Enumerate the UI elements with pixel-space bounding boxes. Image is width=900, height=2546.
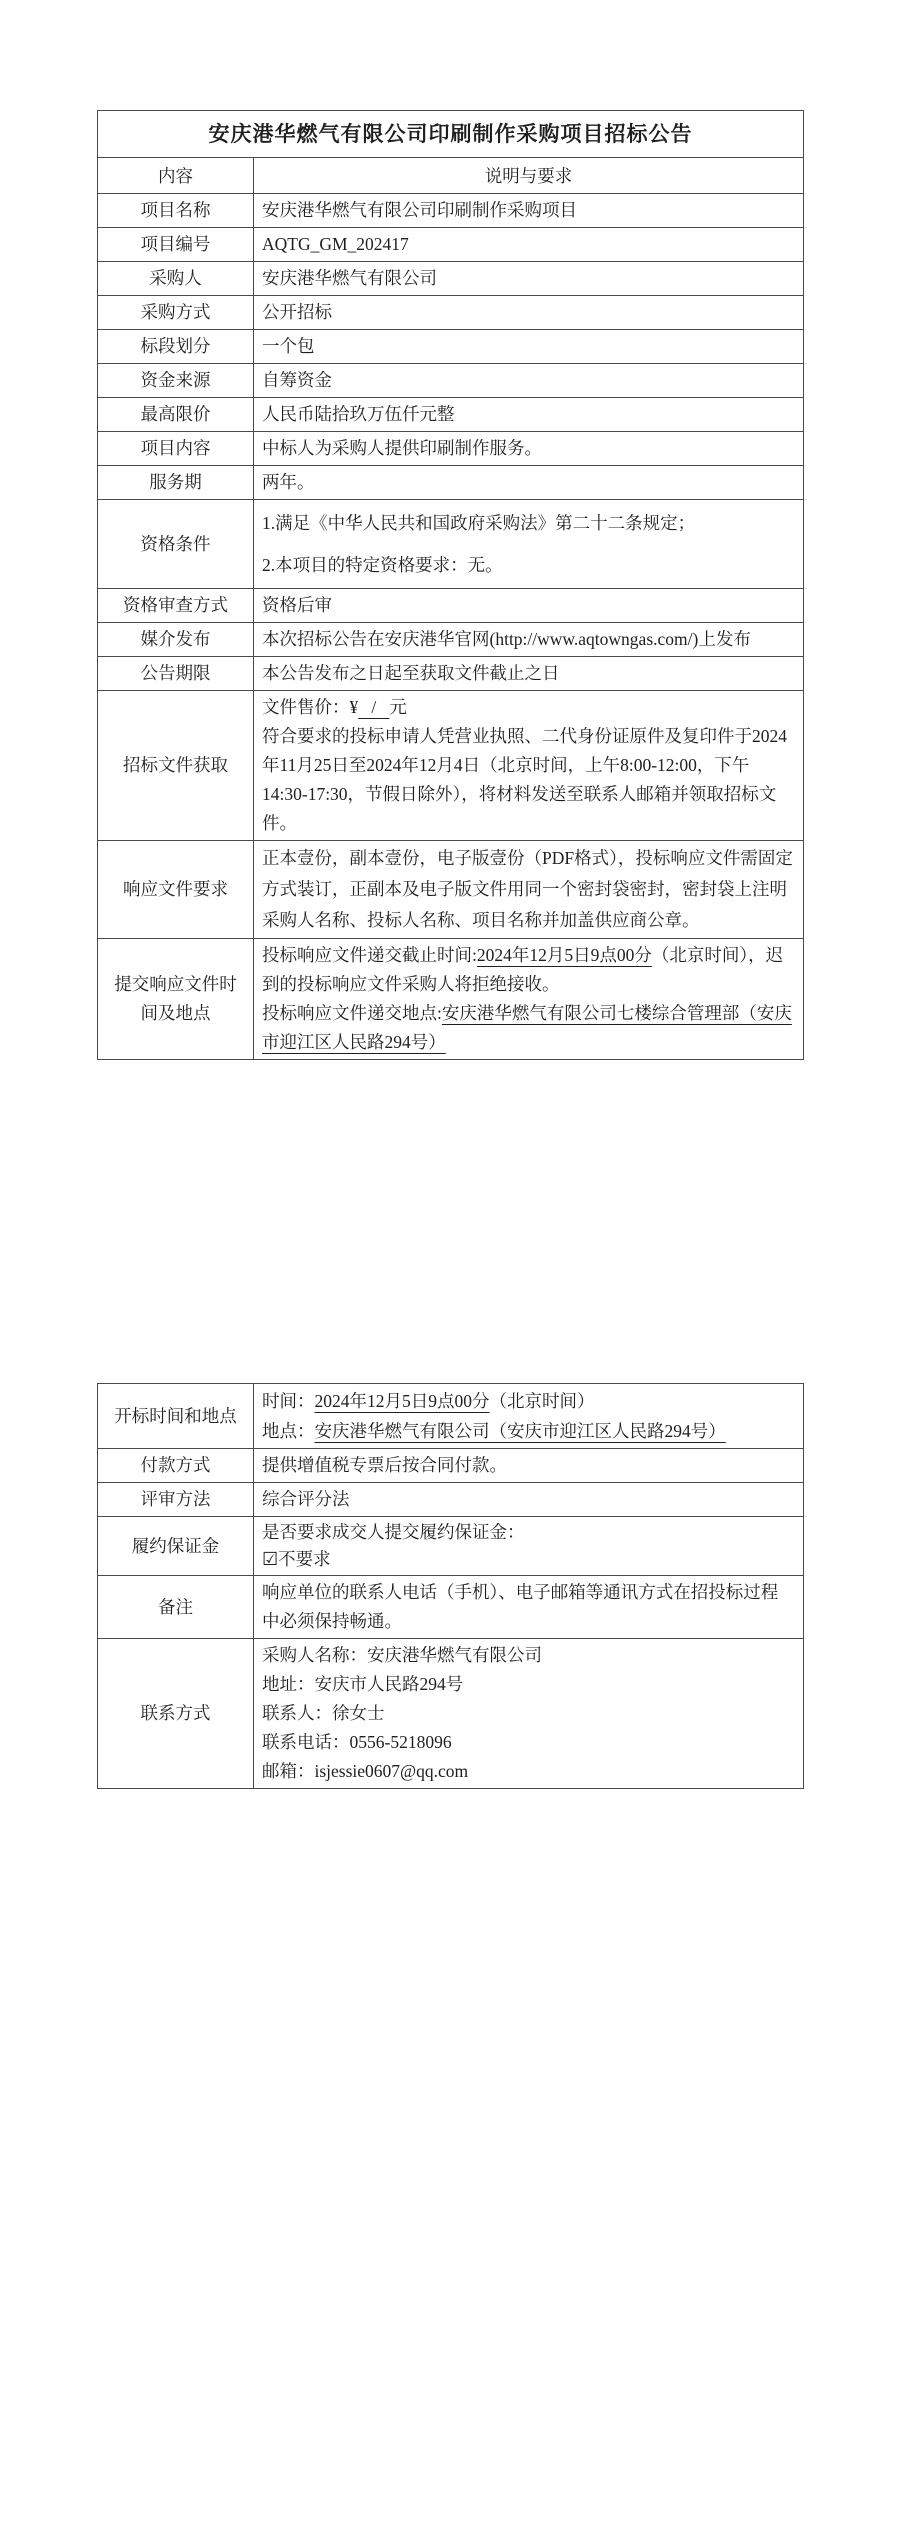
- table-row-remarks: [98, 1576, 804, 1639]
- text-segment: 本公告发布之日起至获取文件截止之日: [262, 663, 560, 683]
- text-segment: 安庆港华燃气有限公司印刷制作采购项目: [262, 200, 577, 220]
- text-segment: 提供增值税专票后按合同付款。: [262, 1455, 507, 1475]
- text-segment: 安庆港华燃气有限公司: [262, 268, 437, 288]
- table-row-funding-source: [98, 364, 804, 398]
- table-row-procurement-method: [98, 296, 804, 330]
- row-label-max-price: 最高限价: [98, 398, 254, 432]
- text-segment: /: [358, 697, 390, 717]
- table-row-contact-info: [98, 1639, 804, 1789]
- row-label-service-period: 服务期: [98, 466, 254, 500]
- text-line: [262, 722, 795, 838]
- table-row-bid-opening-time-place: [98, 1384, 804, 1449]
- text-segment: 正本壹份，副本壹份，电子版壹份（PDF格式），投标响应文件需固定方式装订，正副本及电子版文件用同一个密封袋密封，密封袋上注明采购人名称、投标人名称、项目名称并加盖供应商公章。: [262, 848, 793, 930]
- text-line: [262, 693, 795, 722]
- text-segment: 2024年12月5日9点00分: [476, 945, 652, 965]
- text-line: [262, 196, 795, 225]
- row-label-submission-time-place: 提交响应文件时间及地点: [98, 939, 254, 1060]
- text-segment: 是否要求成交人提交履约保证金：: [262, 1522, 525, 1542]
- row-label-purchaser: 采购人: [98, 262, 254, 296]
- table-row-max-price: [98, 398, 804, 432]
- text-segment: 地址：安庆市人民路294号: [262, 1674, 464, 1694]
- text-segment: 联系电话：0556-5218096: [262, 1732, 452, 1752]
- table-row-lot-division: [98, 330, 804, 364]
- text-segment: 公开招标: [262, 302, 332, 322]
- row-value-project-name: [254, 194, 804, 228]
- row-label-lot-division: 标段划分: [98, 330, 254, 364]
- row-label-qualification-requirements: 资格条件: [98, 500, 254, 589]
- row-value-bid-opening-time-place: [254, 1384, 804, 1449]
- text-line: [262, 544, 795, 586]
- column-header-description: 说明与要求: [254, 158, 804, 194]
- text-segment: 安庆港华燃气有限公司七楼综合管理部（安庆市迎江区人民路294号）: [262, 1003, 792, 1052]
- table-row-project-content: [98, 432, 804, 466]
- row-value-qualification-review: [254, 589, 804, 623]
- row-label-qualification-review: 资格审查方式: [98, 589, 254, 623]
- text-line: [262, 230, 795, 259]
- text-segment: 本次招标公告在安庆港华官网(http://www.aqtowngas.com/)上发布: [262, 629, 751, 649]
- text-line: [262, 264, 795, 293]
- row-value-max-price: [254, 398, 804, 432]
- text-segment: 文件售价：¥: [262, 697, 359, 717]
- text-segment: 自筹资金: [262, 370, 332, 390]
- text-line: [262, 1757, 795, 1786]
- row-value-contact-info: [254, 1639, 804, 1789]
- row-label-response-document-requirements: 响应文件要求: [98, 841, 254, 939]
- text-segment: 2024年12月5日9点00分: [314, 1391, 490, 1411]
- text-segment: 联系人：徐女士: [262, 1703, 385, 1723]
- text-line: [262, 502, 795, 544]
- table-row-project-name: [98, 194, 804, 228]
- table-row-media-publication: [98, 623, 804, 657]
- text-segment: 时间：: [262, 1391, 315, 1411]
- table-row-submission-time-place: [98, 939, 804, 1060]
- row-label-performance-bond: 履约保证金: [98, 1517, 254, 1576]
- text-line: [262, 1519, 795, 1546]
- text-line: [262, 1546, 795, 1573]
- row-label-procurement-method: 采购方式: [98, 296, 254, 330]
- row-label-payment-method: 付款方式: [98, 1449, 254, 1483]
- text-line: [262, 1641, 795, 1670]
- tender-notice-table: [97, 110, 804, 1060]
- text-line: [262, 366, 795, 395]
- row-value-purchaser: [254, 262, 804, 296]
- row-label-document-acquisition: 招标文件获取: [98, 691, 254, 841]
- text-line: [262, 1451, 795, 1480]
- row-value-project-number: [254, 228, 804, 262]
- row-value-document-acquisition: [254, 691, 804, 841]
- table-row-qualification-review: [98, 589, 804, 623]
- row-value-procurement-method: [254, 296, 804, 330]
- text-line: [262, 400, 795, 429]
- text-line: [262, 1416, 795, 1446]
- text-segment: （北京时间），迟到的投标响应文件采购人将拒绝接收。: [262, 945, 784, 994]
- document-title: 安庆港华燃气有限公司印刷制作采购项目招标公告: [98, 111, 804, 158]
- text-line: [262, 626, 795, 653]
- row-value-qualification-requirements: [254, 500, 804, 589]
- text-segment: 安庆港华燃气有限公司（安庆市迎江区人民路294号）: [314, 1421, 726, 1441]
- row-value-service-period: [254, 466, 804, 500]
- row-value-performance-bond: [254, 1517, 804, 1576]
- table-row-performance-bond: [98, 1517, 804, 1576]
- text-segment: 两年。: [262, 472, 315, 492]
- text-line: [262, 591, 795, 620]
- text-segment: 响应单位的联系人电话（手机）、电子邮箱等通讯方式在招投标过程中必须保持畅通。: [262, 1582, 779, 1631]
- text-segment: 邮箱：isjessie0607@qq.com: [262, 1761, 469, 1781]
- text-segment: 2.本项目的特定资格要求：无。: [262, 555, 503, 575]
- text-segment: 一个包: [262, 336, 315, 356]
- table-row-document-acquisition: [98, 691, 804, 841]
- text-segment: AQTG_GM_202417: [262, 234, 409, 254]
- text-line: [262, 1728, 795, 1757]
- row-value-submission-time-place: [254, 939, 804, 1060]
- bid-opening-info-table: [97, 1383, 804, 1789]
- row-label-bid-opening-time-place: 开标时间和地点: [98, 1384, 254, 1449]
- row-label-media-publication: 媒介发布: [98, 623, 254, 657]
- text-line: [262, 1670, 795, 1699]
- row-value-project-content: [254, 432, 804, 466]
- text-segment: 地点：: [262, 1421, 315, 1441]
- row-value-funding-source: [254, 364, 804, 398]
- row-value-response-document-requirements: [254, 841, 804, 939]
- text-segment: 中标人为采购人提供印刷制作服务。: [262, 438, 542, 458]
- text-line: [262, 1386, 795, 1416]
- text-segment: 人民币陆拾玖万伍仟元整: [262, 404, 455, 424]
- text-line: [262, 999, 795, 1057]
- table-row-evaluation-method: [98, 1483, 804, 1517]
- row-label-project-number: 项目编号: [98, 228, 254, 262]
- text-segment: 采购人名称：安庆港华燃气有限公司: [262, 1645, 542, 1665]
- table-row-response-document-requirements: [98, 841, 804, 939]
- text-line: [262, 1578, 795, 1636]
- header-row: [98, 158, 804, 194]
- table-row-qualification-requirements: [98, 500, 804, 589]
- text-line: [262, 1699, 795, 1728]
- text-segment: 综合评分法: [262, 1489, 350, 1509]
- table-row-service-period: [98, 466, 804, 500]
- row-label-evaluation-method: 评审方法: [98, 1483, 254, 1517]
- table-row-project-number: [98, 228, 804, 262]
- row-value-payment-method: [254, 1449, 804, 1483]
- text-segment: 资格后审: [262, 595, 332, 615]
- text-line: [262, 941, 795, 999]
- text-line: [262, 434, 795, 463]
- row-value-media-publication: [254, 623, 804, 657]
- text-line: [262, 843, 795, 936]
- table-row-purchaser: [98, 262, 804, 296]
- text-segment: （北京时间）: [489, 1391, 595, 1411]
- row-label-announcement-period: 公告期限: [98, 657, 254, 691]
- text-segment: 投标响应文件递交地点:: [262, 1003, 442, 1023]
- row-value-remarks: [254, 1576, 804, 1639]
- text-segment: 不要求: [278, 1549, 331, 1569]
- row-value-announcement-period: [254, 657, 804, 691]
- text-segment: 元: [389, 697, 407, 717]
- row-label-contact-info: 联系方式: [98, 1639, 254, 1789]
- text-segment: 符合要求的投标申请人凭营业执照、二代身份证原件及复印件于2024年11月25日至2024年12月4日（北京时间，上午8:00-12:00，下午14:30-17:30，节假日除外），将材料发送至联系人邮箱并领取招标文件。: [262, 726, 787, 833]
- checked-checkbox-icon: ☑: [262, 1549, 279, 1569]
- text-line: [262, 1485, 795, 1514]
- text-line: [262, 298, 795, 327]
- row-value-evaluation-method: [254, 1483, 804, 1517]
- text-line: [262, 332, 795, 361]
- table-row-payment-method: [98, 1449, 804, 1483]
- row-value-lot-division: [254, 330, 804, 364]
- row-label-project-content: 项目内容: [98, 432, 254, 466]
- row-label-funding-source: 资金来源: [98, 364, 254, 398]
- text-line: [262, 659, 795, 688]
- row-label-project-name: 项目名称: [98, 194, 254, 228]
- title-row: [98, 111, 804, 158]
- text-segment: 投标响应文件递交截止时间:: [262, 945, 477, 965]
- text-segment: 1.满足《中华人民共和国政府采购法》第二十二条规定；: [262, 513, 696, 533]
- column-header-content: 内容: [98, 158, 254, 194]
- row-label-remarks: 备注: [98, 1576, 254, 1639]
- table-row-announcement-period: [98, 657, 804, 691]
- text-line: [262, 468, 795, 497]
